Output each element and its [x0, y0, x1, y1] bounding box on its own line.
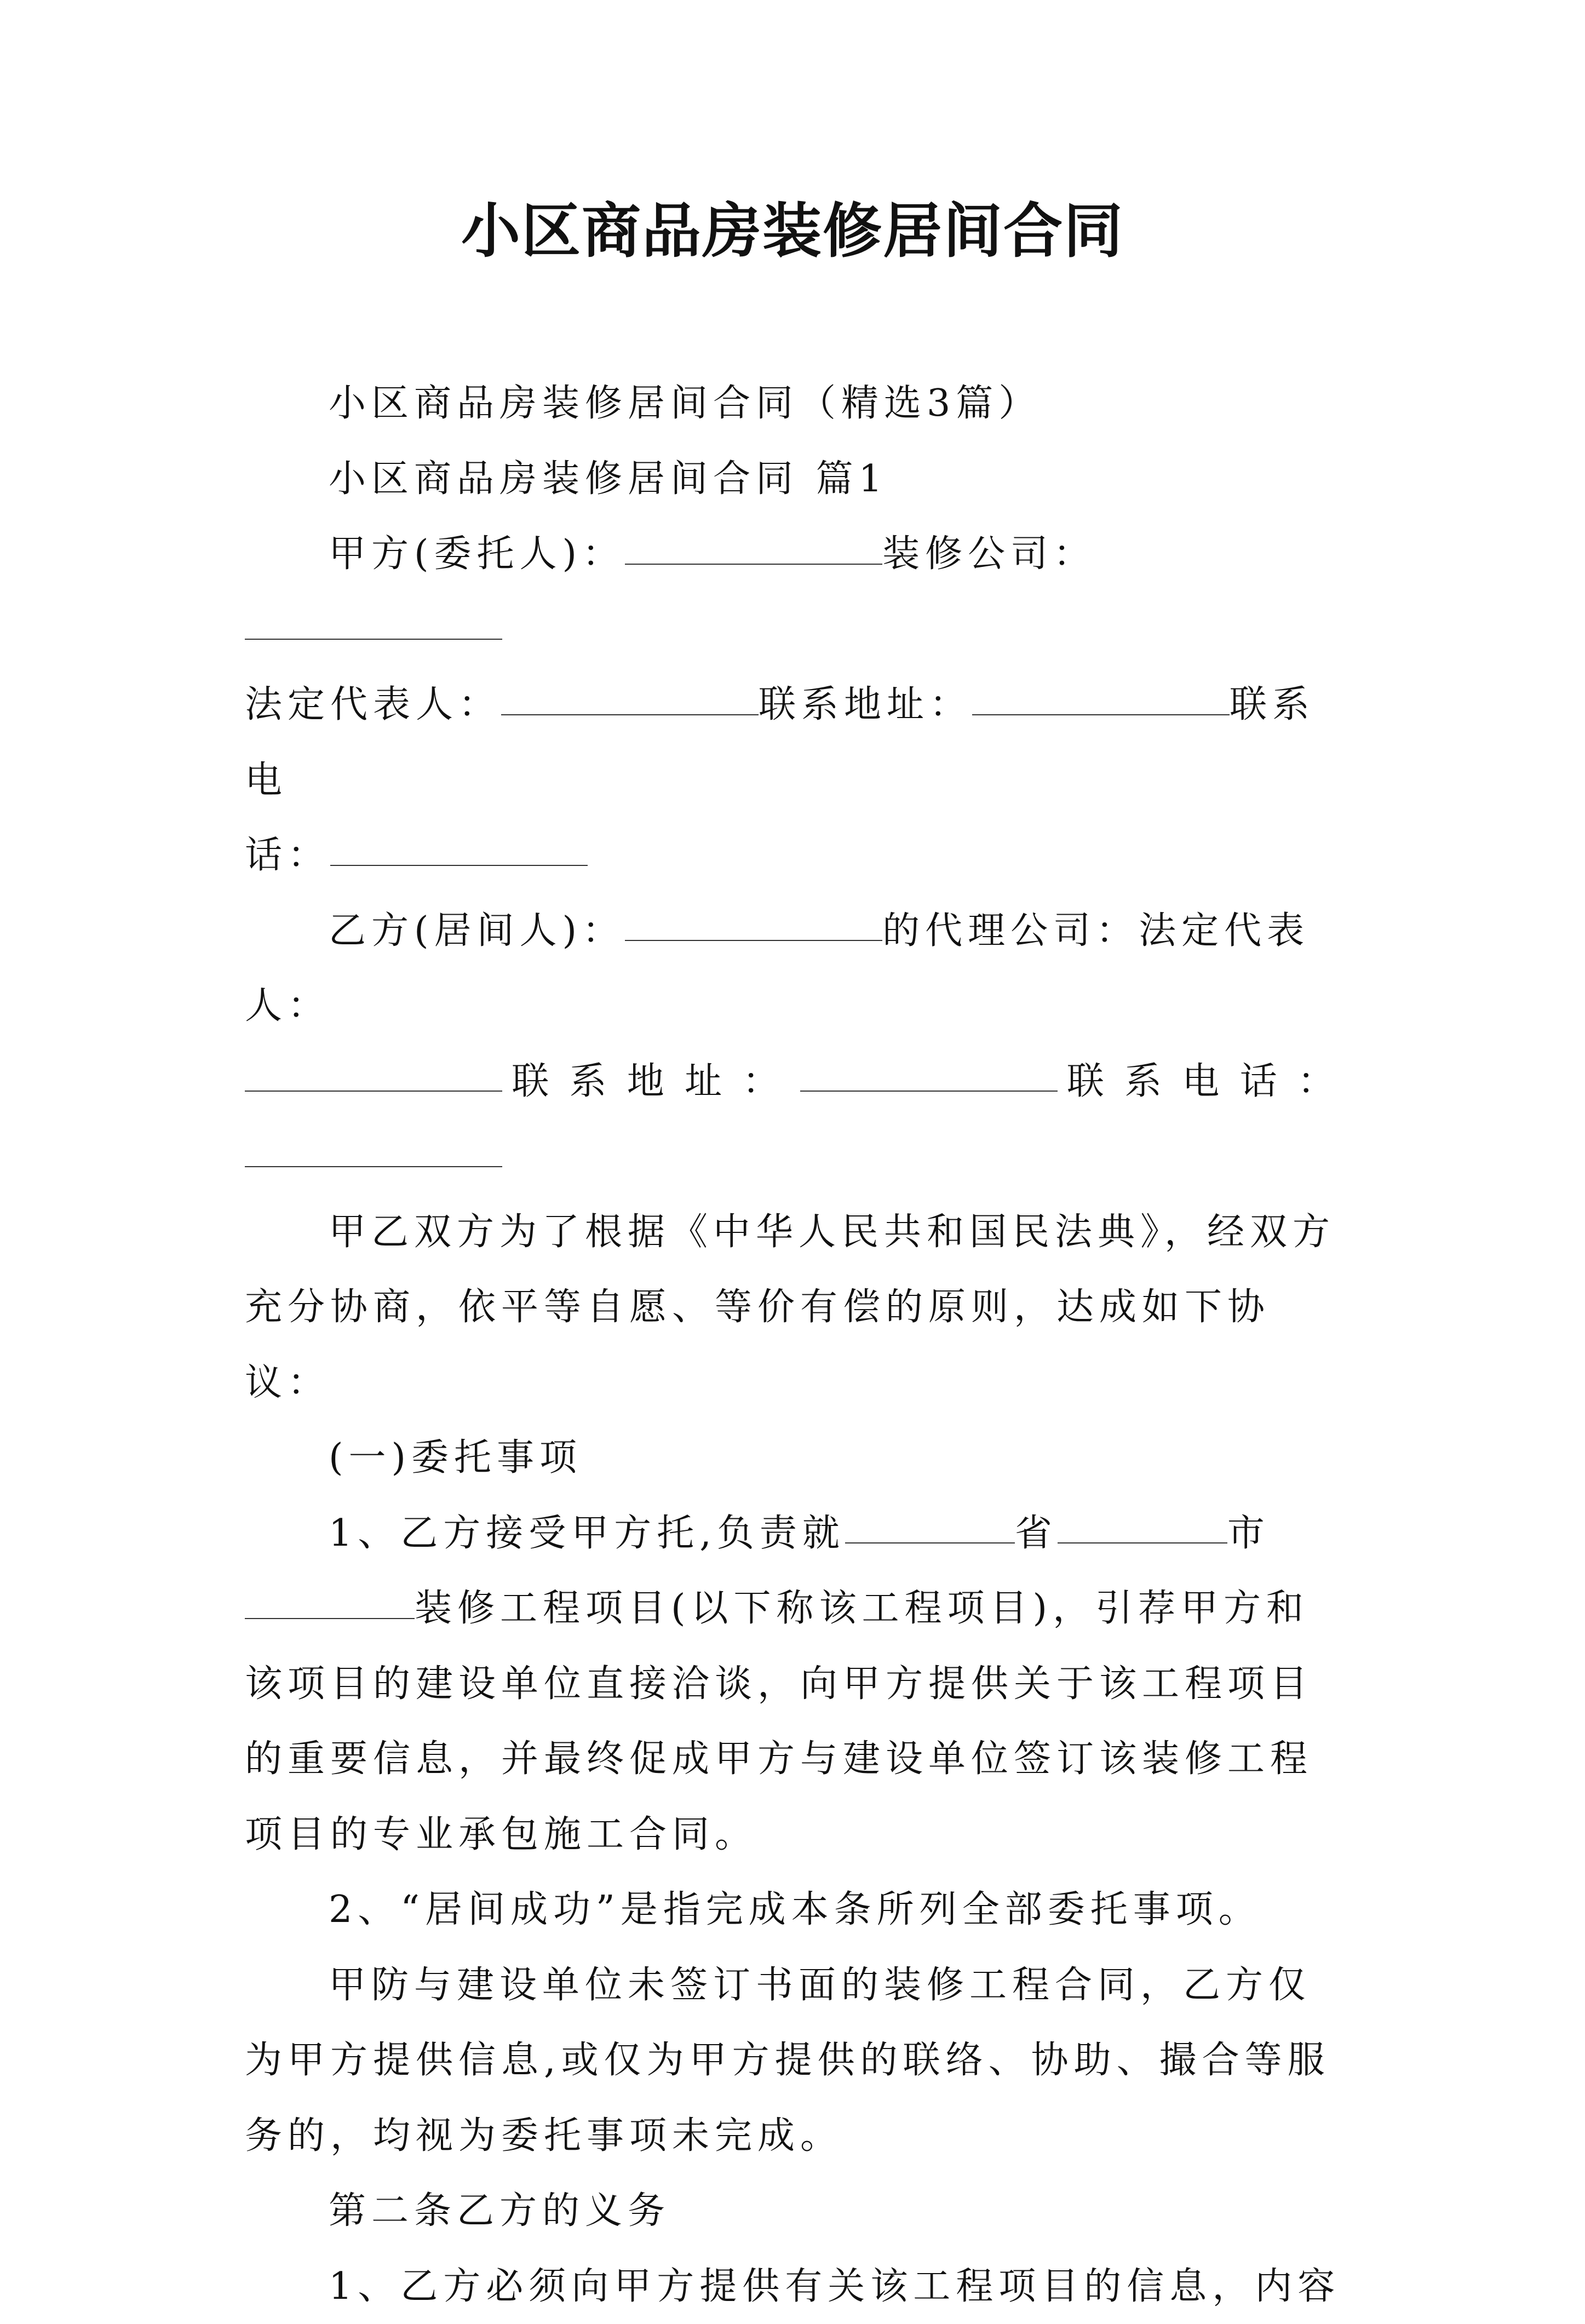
document-title: 小区商品房装修居间合同	[0, 193, 1585, 269]
item-1-city: 市	[1227, 1512, 1270, 1555]
party-a-phone-line	[245, 818, 1346, 893]
rep-blank-b	[245, 1090, 502, 1092]
party-a-blank	[625, 563, 882, 565]
party-a-label: 甲方(委托人)：	[329, 532, 625, 576]
phone-blank-b	[245, 1166, 502, 1167]
phone-label-a: 联系电	[245, 683, 1315, 802]
party-a-line	[245, 517, 1346, 667]
subtitle: 小区商品房装修居间合同（精选3篇）	[245, 366, 1346, 441]
rep-blank	[501, 714, 759, 715]
chapter-heading: 小区商品房装修居间合同 篇1	[245, 441, 1346, 517]
party-b-line	[245, 893, 1346, 1044]
rep-label: 法定代表人：	[245, 683, 501, 726]
phone-label-b: 联系电话：	[1058, 1060, 1346, 1103]
company-label: 装修公司：	[882, 532, 1096, 576]
item-1-blank-province	[845, 1542, 1015, 1543]
party-b-contact-line	[245, 1044, 1346, 1120]
item-2-note: 甲防与建设单位未签订书面的装修工程合同，乙方仅为甲方提供信息,或仅为甲方提供的联络、协助、撮合等服务的，均视为委托事项未完成。	[245, 1948, 1346, 2174]
item-1-province: 省	[1015, 1512, 1058, 1555]
item-3: 1、乙方必须向甲方提供有关该工程项目的信息，内容	[245, 2249, 1346, 2324]
section-heading-2: 第二条乙方的义务	[245, 2173, 1346, 2249]
item-1-rest: 装修工程项目(以下称该工程项目)，引荐甲方和该项目的建设单位直接洽谈，向甲方提供关于该工程项目的重要信息，并最终促成甲方与建设单位签订该装修工程项目的专业承包施工合同。	[245, 1587, 1313, 1856]
party-b-label: 乙方(居间人)：	[329, 909, 625, 952]
item-1-blank-project	[245, 1617, 415, 1619]
party-a-rep-line	[245, 667, 1346, 818]
party-b-phone-line	[245, 1119, 1346, 1195]
phone-label-a-cont: 话：	[245, 834, 330, 877]
document-body	[245, 366, 1346, 2324]
address-label-a: 联系地址：	[759, 683, 972, 726]
item-1-blank-city	[1058, 1542, 1227, 1543]
party-b-blank	[625, 939, 882, 941]
section-heading-1: (一)委托事项	[245, 1420, 1346, 1496]
company-blank	[245, 638, 502, 640]
item-1	[245, 1496, 1346, 1873]
address-blank-b	[800, 1090, 1058, 1092]
item-1-prefix: 1、乙方接受甲方托,负责就	[329, 1512, 845, 1555]
agent-label: 的代理公司：法定代表人：	[245, 909, 1310, 1028]
intro-paragraph: 甲乙双方为了根据《中华人民共和国民法典》，经双方充分协商，依平等自愿、等价有偿的原则，达成如下协议：	[245, 1195, 1346, 1421]
address-label-b: 联系地址：	[502, 1060, 800, 1103]
address-blank-a	[972, 714, 1230, 715]
phone-blank-a	[330, 864, 588, 866]
item-2: 2、“居间成功”是指完成本条所列全部委托事项。	[245, 1872, 1346, 1948]
